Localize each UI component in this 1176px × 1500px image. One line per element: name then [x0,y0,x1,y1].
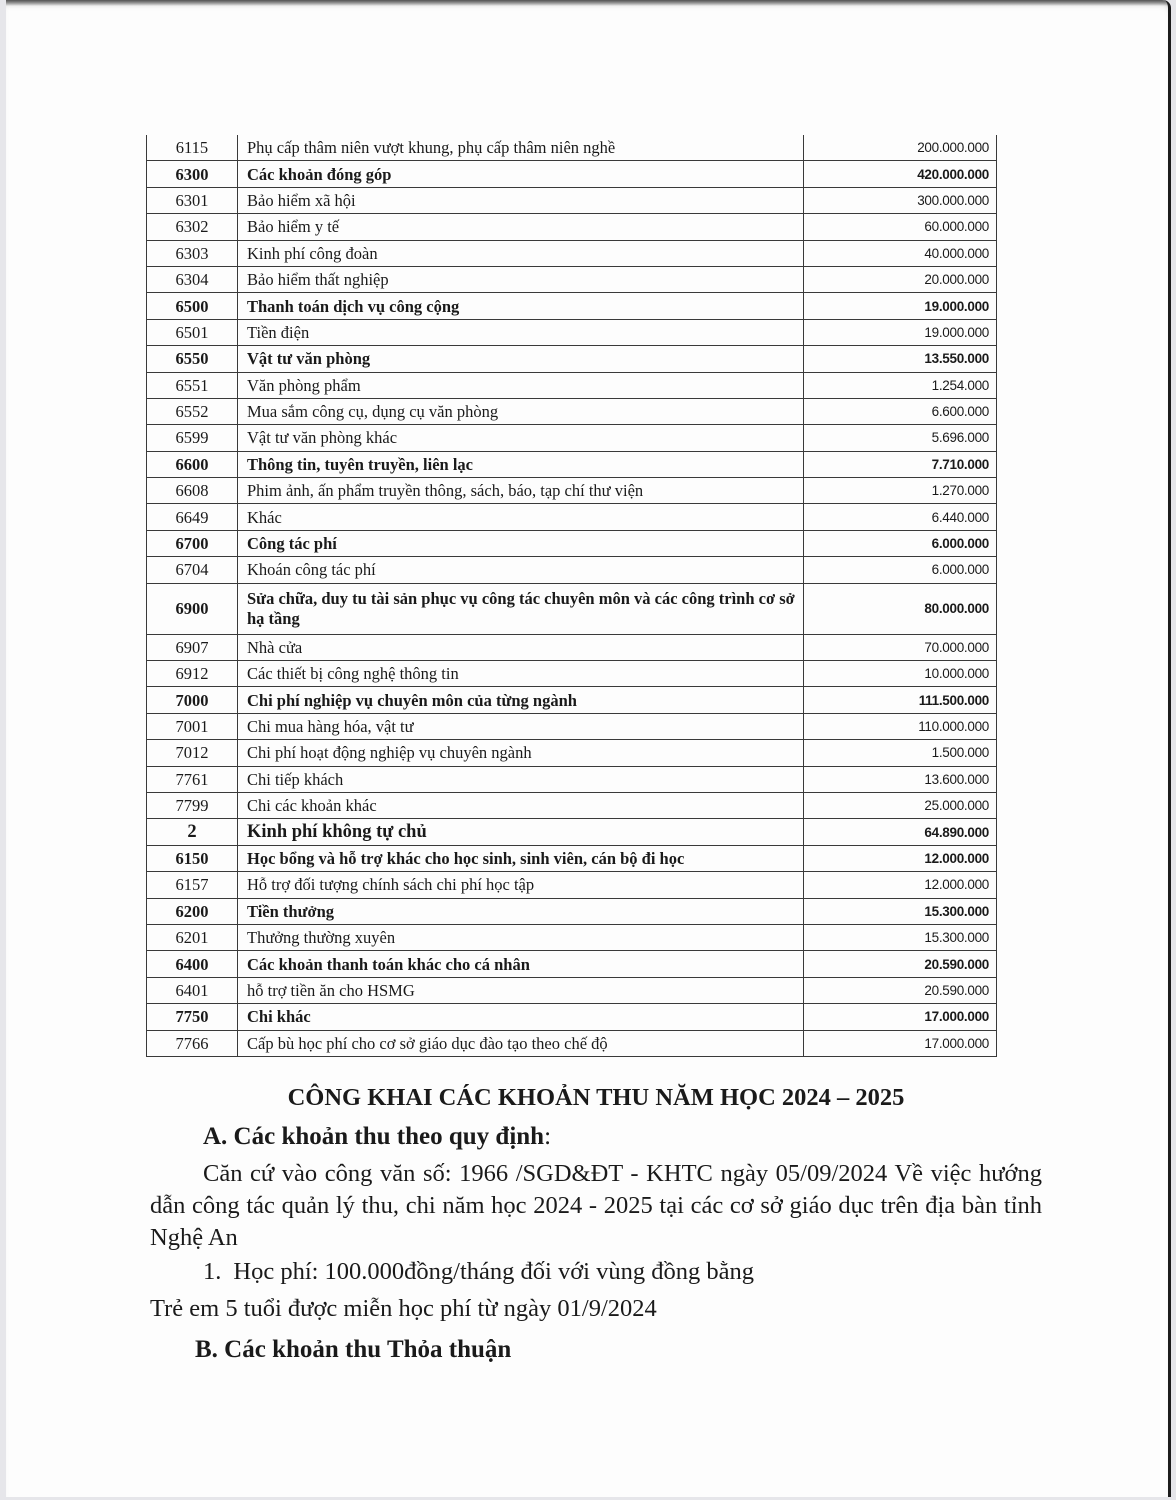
row-amount: 1.500.000 [804,740,997,766]
row-code: 6303 [147,240,238,266]
table-row [147,951,997,977]
table-row [147,845,997,871]
table-row [147,740,997,766]
row-description: Khoán công tác phí [238,557,804,583]
row-code: 6201 [147,924,238,950]
row-code: 7799 [147,792,238,818]
row-description: Chi tiếp khách [238,766,804,792]
budget-table [146,135,997,1057]
row-description: Mua sắm công cụ, dụng cụ văn phòng [238,398,804,424]
table-row [147,1030,997,1056]
row-code: 6907 [147,634,238,660]
row-amount: 15.300.000 [804,898,997,924]
revenue-heading: CÔNG KHAI CÁC KHOẢN THU NĂM HỌC 2024 – 2025 [287,1084,905,1111]
row-code: 6400 [147,951,238,977]
table-row [147,504,997,530]
row-code: 7750 [147,1004,238,1030]
row-amount: 6.600.000 [804,398,997,424]
row-code: 7761 [147,766,238,792]
row-description: Thanh toán dịch vụ công cộng [238,293,804,319]
tuition-item-text: Học phí: 100.000đồng/tháng đối với vùng đồng bằng [233,1258,754,1285]
section-a-title [203,1123,1176,1151]
table-row [147,135,997,161]
table-row [147,924,997,950]
table-row [147,1004,997,1030]
row-amount: 17.000.000 [804,1004,997,1030]
table-row [147,161,997,187]
row-amount: 420.000.000 [804,161,997,187]
row-description: Các khoản thanh toán khác cho cá nhân [238,951,804,977]
row-description: Các khoản đóng góp [238,161,804,187]
row-code: 6302 [147,214,238,240]
row-amount: 6.440.000 [804,504,997,530]
row-amount: 13.550.000 [804,346,997,372]
row-amount: 60.000.000 [804,214,997,240]
row-amount: 12.000.000 [804,872,997,898]
row-amount: 6.000.000 [804,557,997,583]
row-amount: 110.000.000 [804,713,997,739]
row-code: 7766 [147,1030,238,1056]
tuition-item [203,1258,1176,1286]
row-code: 7001 [147,713,238,739]
row-code: 6401 [147,977,238,1003]
tuition-item-number: 1. [203,1258,222,1285]
row-amount: 6.000.000 [804,530,997,556]
row-description: Chi phí nghiệp vụ chuyên môn của từng ngành [238,687,804,713]
table-row [147,687,997,713]
table-row [147,346,997,372]
row-description: hỗ trợ tiền ăn cho HSMG [238,977,804,1003]
table-row [147,240,997,266]
row-amount: 15.300.000 [804,924,997,950]
table-row [147,898,997,924]
table-row [147,266,997,292]
row-description: Kinh phí không tự chủ [238,819,804,845]
table-row [147,661,997,687]
row-amount: 70.000.000 [804,634,997,660]
row-description: Thưởng thường xuyên [238,924,804,950]
row-code: 6552 [147,398,238,424]
exemption-note: Trẻ em 5 tuổi được miễn học phí từ ngày 01/9/2024 [150,1295,657,1322]
row-description: Bảo hiểm y tế [238,214,804,240]
table-row [147,634,997,660]
section-b-title: B. Các khoản thu Thỏa thuận [195,1336,512,1363]
row-description: Hỗ trợ đối tượng chính sách chi phí học tập [238,872,804,898]
row-description: Các thiết bị công nghệ thông tin [238,661,804,687]
row-amount: 80.000.000 [804,583,997,634]
row-description: Khác [238,504,804,530]
row-code: 6150 [147,845,238,871]
row-description: Tiền thưởng [238,898,804,924]
row-code: 6600 [147,451,238,477]
row-description: Chi khác [238,1004,804,1030]
row-amount: 19.000.000 [804,293,997,319]
table-row [147,872,997,898]
row-description: Thông tin, tuyên truyền, liên lạc [238,451,804,477]
row-amount: 40.000.000 [804,240,997,266]
row-code: 6608 [147,478,238,504]
row-code: 7000 [147,687,238,713]
row-amount: 17.000.000 [804,1030,997,1056]
row-description: Công tác phí [238,530,804,556]
row-description: Sửa chữa, duy tu tài sản phục vụ công tác chuyên môn và các công trình cơ sở hạ tầng [238,583,804,634]
table-row [147,398,997,424]
row-code: 2 [147,819,238,845]
row-amount: 10.000.000 [804,661,997,687]
legal-basis-paragraph: Căn cứ vào công văn số: 1966 /SGD&ĐT - KHTC ngày 05/09/2024 Về việc hướng dẫn công tác quản lý thu, chi năm học 2024 - 2025 tại các cơ sở giáo dục trên địa bàn tỉnh Nghệ An [150,1160,1042,1251]
row-description: Chi các khoản khác [238,792,804,818]
page-top-shadow [6,0,1168,6]
table-row [147,766,997,792]
row-code: 6200 [147,898,238,924]
row-amount: 1.270.000 [804,478,997,504]
table-row [147,530,997,556]
row-description: Vật tư văn phòng [238,346,804,372]
row-amount: 111.500.000 [804,687,997,713]
row-description: Văn phòng phẩm [238,372,804,398]
row-code: 6115 [147,135,238,161]
row-amount: 25.000.000 [804,792,997,818]
row-code: 6704 [147,557,238,583]
table-row [147,293,997,319]
row-amount: 20.590.000 [804,951,997,977]
row-code: 6700 [147,530,238,556]
row-code: 6157 [147,872,238,898]
row-amount: 200.000.000 [804,135,997,161]
row-description: Nhà cửa [238,634,804,660]
table-row [147,451,997,477]
row-code: 7012 [147,740,238,766]
row-code: 6304 [147,266,238,292]
table-row [147,557,997,583]
table-row [147,792,997,818]
section-a-title-text: A. Các khoản thu theo quy định [203,1123,545,1150]
row-code: 6900 [147,583,238,634]
row-amount: 19.000.000 [804,319,997,345]
table-row [147,478,997,504]
row-code: 6301 [147,187,238,213]
row-code: 6599 [147,425,238,451]
table-row [147,214,997,240]
row-amount: 64.890.000 [804,819,997,845]
row-description: Học bổng và hỗ trợ khác cho học sinh, sinh viên, cán bộ đi học [238,845,804,871]
row-description: Phim ảnh, ấn phẩm truyền thông, sách, báo, tạp chí thư viện [238,478,804,504]
row-description: Bảo hiểm thất nghiệp [238,266,804,292]
row-description: Tiền điện [238,319,804,345]
table-row [147,583,997,634]
table-row [147,319,997,345]
row-code: 6501 [147,319,238,345]
row-amount: 20.590.000 [804,977,997,1003]
row-code: 6300 [147,161,238,187]
section-a-colon: : [544,1123,552,1150]
row-description: Bảo hiểm xã hội [238,187,804,213]
row-amount: 1.254.000 [804,372,997,398]
row-description: Chi mua hàng hóa, vật tư [238,713,804,739]
row-code: 6551 [147,372,238,398]
row-amount: 5.696.000 [804,425,997,451]
row-code: 6550 [147,346,238,372]
row-amount: 12.000.000 [804,845,997,871]
row-code: 6649 [147,504,238,530]
table-row [147,977,997,1003]
row-amount: 13.600.000 [804,766,997,792]
row-code: 6500 [147,293,238,319]
table-row [147,819,997,845]
row-description: Kinh phí công đoàn [238,240,804,266]
row-amount: 7.710.000 [804,451,997,477]
row-code: 6912 [147,661,238,687]
row-description: Phụ cấp thâm niên vượt khung, phụ cấp thâm niên nghề [238,135,804,161]
table-row [147,425,997,451]
budget-table-body [147,135,997,1056]
row-description: Chi phí hoạt động nghiệp vụ chuyên ngành [238,740,804,766]
row-amount: 20.000.000 [804,266,997,292]
table-row [147,372,997,398]
table-row [147,713,997,739]
row-amount: 300.000.000 [804,187,997,213]
table-row [147,187,997,213]
row-description: Vật tư văn phòng khác [238,425,804,451]
row-description: Cấp bù học phí cho cơ sở giáo dục đào tạo theo chế độ [238,1030,804,1056]
